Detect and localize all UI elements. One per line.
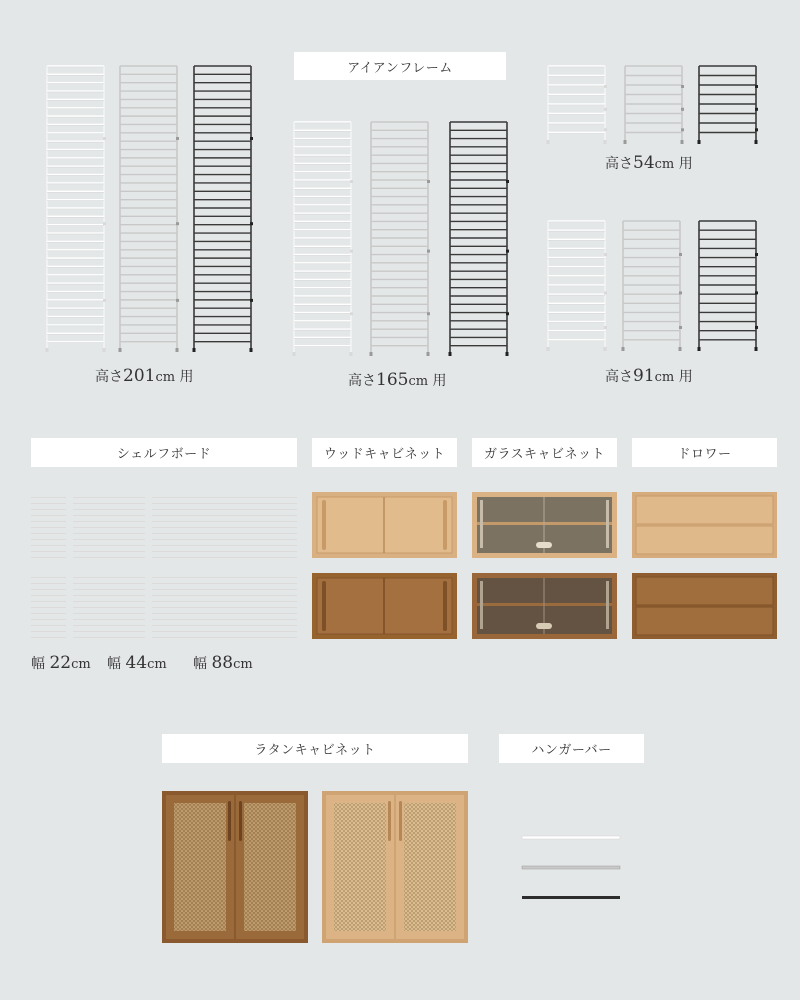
frame-54-silver xyxy=(624,66,685,144)
frame-165-white xyxy=(293,122,354,356)
frame-165-black xyxy=(449,122,510,356)
glass-cabinet-dark xyxy=(472,573,617,639)
shelf-board-label: シェルフボード xyxy=(31,438,297,467)
frame-91-black xyxy=(698,221,759,351)
frame-201-black xyxy=(193,66,254,352)
rattan-cabinet-label: ラタンキャビネット xyxy=(162,734,468,763)
hanger-bars xyxy=(518,830,628,910)
shelf-board-22-dark xyxy=(31,575,66,638)
frame-201-white xyxy=(46,66,107,352)
height-201-caption: 高さ201cm 用 xyxy=(95,366,194,386)
width-44-caption: 幅 44cm xyxy=(107,653,167,673)
height-54-caption: 高さ54cm 用 xyxy=(605,153,693,173)
wood-cabinet-dark xyxy=(312,573,457,639)
rattan-cabinet-light xyxy=(322,791,468,943)
shelf-board-44-dark xyxy=(73,575,145,638)
frame-91-silver xyxy=(622,221,683,351)
glass-cabinet-light xyxy=(472,492,617,558)
frame-54-white xyxy=(547,66,608,144)
drawer-light xyxy=(632,492,777,558)
drawer-dark xyxy=(632,573,777,639)
hanger-bar-white xyxy=(522,836,620,839)
height-165-caption: 高さ165cm 用 xyxy=(348,370,447,390)
hanger-bar-label: ハンガーバー xyxy=(499,734,644,763)
width-22-caption: 幅 22cm xyxy=(31,653,91,673)
wood-cabinet-light xyxy=(312,492,457,558)
shelf-board-88-dark xyxy=(152,575,297,638)
wood-cabinet-label: ウッドキャビネット xyxy=(312,438,457,467)
hanger-bar-black xyxy=(522,896,620,899)
drawer-label: ドロワー xyxy=(632,438,777,467)
frame-201-silver xyxy=(119,66,180,352)
glass-cabinet-label: ガラスキャビネット xyxy=(472,438,617,467)
height-91-caption: 高さ91cm 用 xyxy=(605,366,693,386)
shelf-board-88-light xyxy=(152,494,297,558)
hanger-bar-silver xyxy=(522,866,620,869)
width-88-caption: 幅 88cm xyxy=(193,653,253,673)
shelf-board-44-light xyxy=(73,494,145,558)
frame-91-white xyxy=(547,221,608,351)
shelf-board-22-light xyxy=(31,494,66,558)
iron-frames-group xyxy=(0,0,800,400)
iron-frame-label: アイアンフレーム xyxy=(294,52,506,80)
frame-54-black xyxy=(698,66,759,144)
rattan-cabinet-dark xyxy=(162,791,308,943)
frame-165-silver xyxy=(370,122,431,356)
